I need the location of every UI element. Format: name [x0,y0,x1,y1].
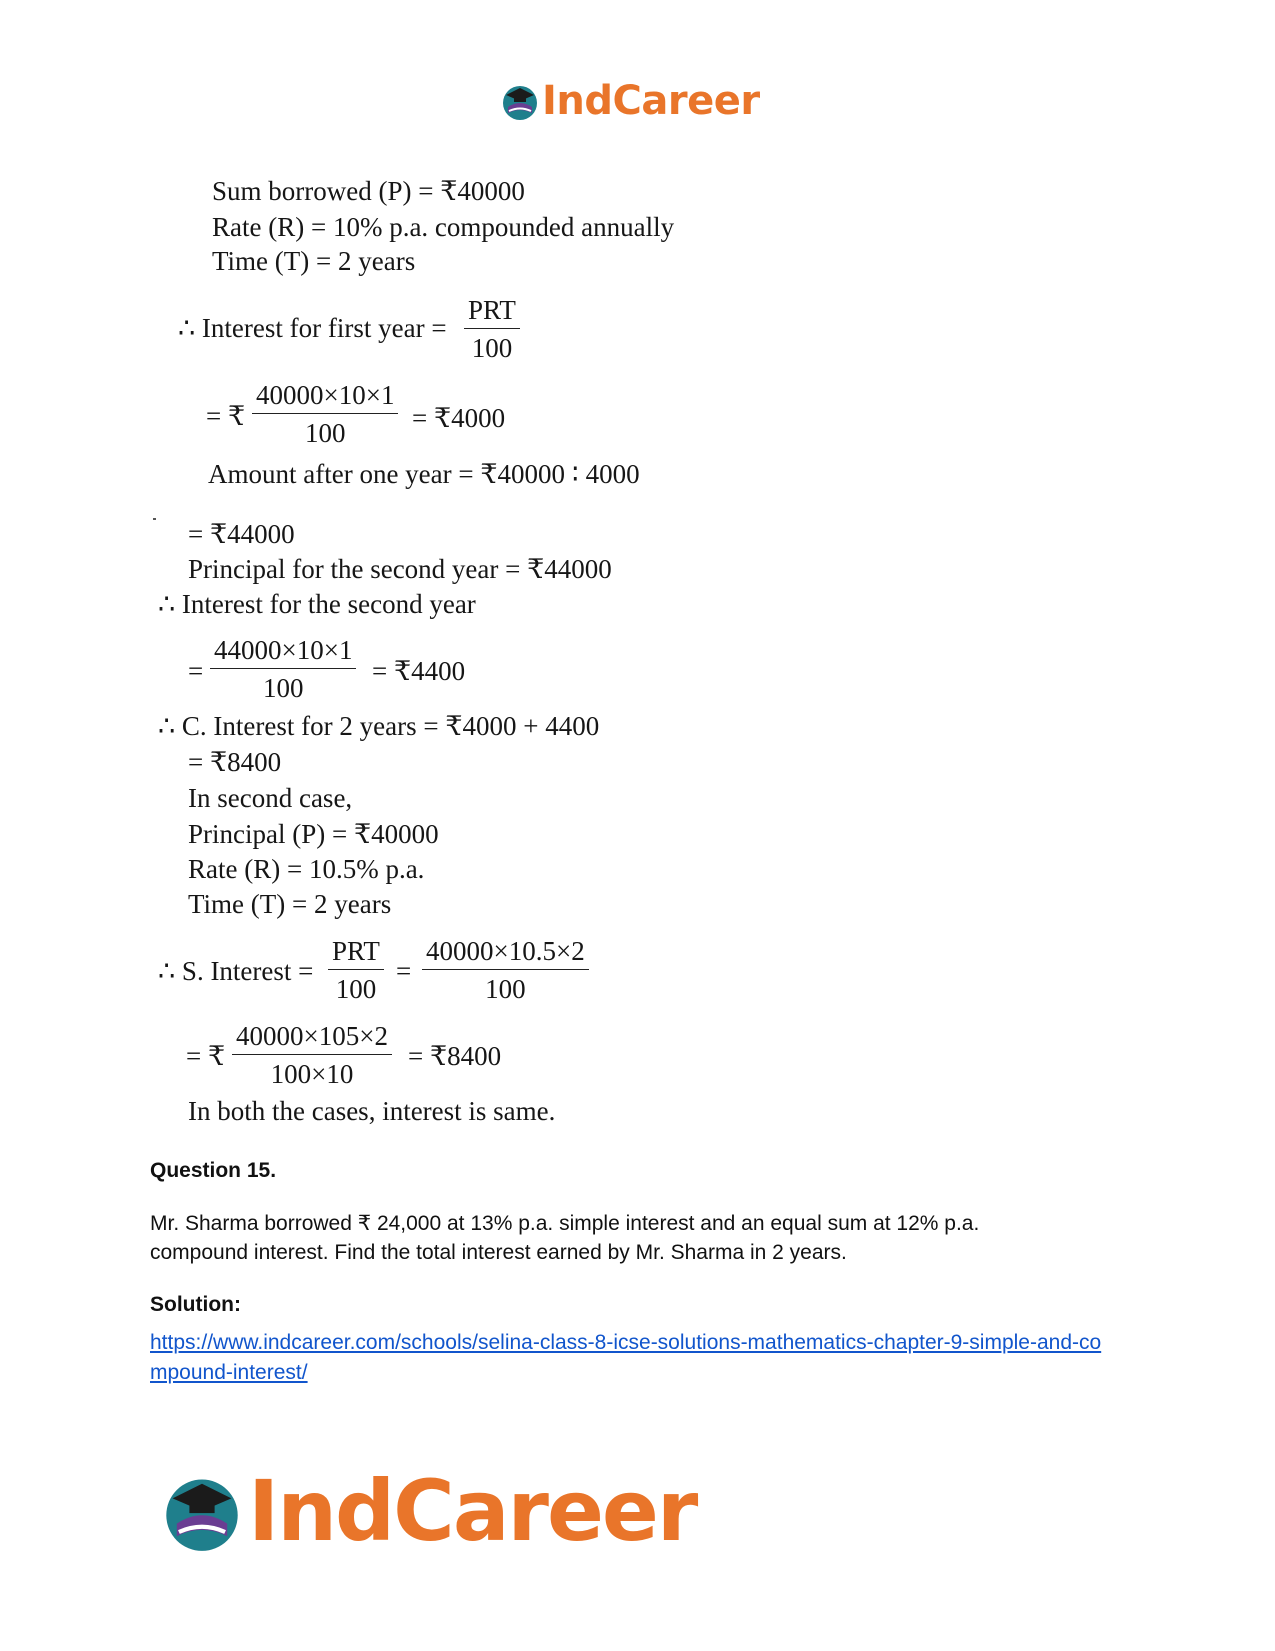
amount-result: = ₹44000 [188,519,295,549]
question-15-text-line2: compound interest. Find the total interest earned by Mr. Sharma in 2 years. [150,1241,847,1264]
fraction-numerator: 44000×10×1 [210,634,356,669]
time-line: Time (T) = 2 years [212,246,416,276]
sum-borrowed-line: Sum borrowed (P) = ₹40000 [212,176,525,206]
prt-fraction-2 [328,935,384,1004]
solution-label: Solution: [150,1293,241,1316]
compound-interest-result: = ₹8400 [188,747,282,777]
fraction-numerator: 40000×10×1 [252,379,398,414]
fraction-denominator: 100 [304,418,346,448]
logo-wordmark: IndCareer [542,78,760,124]
fraction-denominator: 100 [485,974,526,1004]
conclusion-line: In both the cases, interest is same. [188,1096,556,1126]
fraction-denominator: 100 [471,333,513,363]
simple-interest-label: ∴ S. Interest = [158,956,314,986]
simple-interest-calc-fraction-2 [232,1020,392,1089]
first-year-result: = ₹4000 [412,403,506,433]
amount-after-one-year: Amount after one year = ₹40000 ∶ 4000 [208,459,640,489]
fraction-denominator: 100 [335,974,377,1004]
prt-fraction [464,294,520,363]
first-year-calc-fraction [252,379,398,448]
fraction-numerator: 40000×105×2 [232,1020,392,1055]
graduation-globe-icon [160,1469,244,1553]
second-case-label: In second case, [188,783,353,813]
equals-rupee-2: = ₹ [186,1041,226,1071]
principal-line: Principal (P) = ₹40000 [188,819,439,849]
time-line-2: Time (T) = 2 years [188,889,392,919]
indcareer-logo-bottom [160,1462,696,1560]
second-year-interest-label: ∴ Interest for the second year [158,589,476,619]
question-15-text-line1: Mr. Sharma borrowed ₹ 24,000 at 13% p.a. simple interest and an equal sum at 12% p.a. [150,1212,980,1235]
rate-line: Rate (R) = 10% p.a. compounded annually [212,212,675,242]
question-15-heading: Question 15. [150,1159,277,1182]
second-year-calc-fraction [210,634,356,703]
simple-interest-result: = ₹8400 [408,1041,502,1071]
rate-line-2: Rate (R) = 10.5% p.a. [188,854,425,884]
second-year-result: = ₹4400 [372,656,466,686]
scan-speck [153,518,156,520]
equals-sign-2: = [396,956,412,986]
compound-interest-total: ∴ C. Interest for 2 years = ₹4000 + 4400 [158,711,600,741]
equals-rupee: = ₹ [206,401,246,431]
simple-interest-calc-fraction [422,935,589,1004]
equals-sign: = [188,656,204,686]
first-year-interest-label: ∴ Interest for first year = [178,313,447,343]
solution-link[interactable]: https://www.indcareer.com/schools/selina-class-8-icse-solutions-mathematics-chapter-9-simple-and-compound-interest/ [150,1331,1102,1384]
fraction-numerator: PRT [464,294,520,329]
fraction-denominator: 100×10 [270,1059,354,1089]
logo-wordmark: IndCareer [248,1462,697,1560]
fraction-numerator: PRT [328,935,384,970]
principal-second-year: Principal for the second year = ₹44000 [188,554,612,584]
fraction-numerator: 40000×10.5×2 [422,935,589,970]
fraction-denominator: 100 [262,673,304,703]
